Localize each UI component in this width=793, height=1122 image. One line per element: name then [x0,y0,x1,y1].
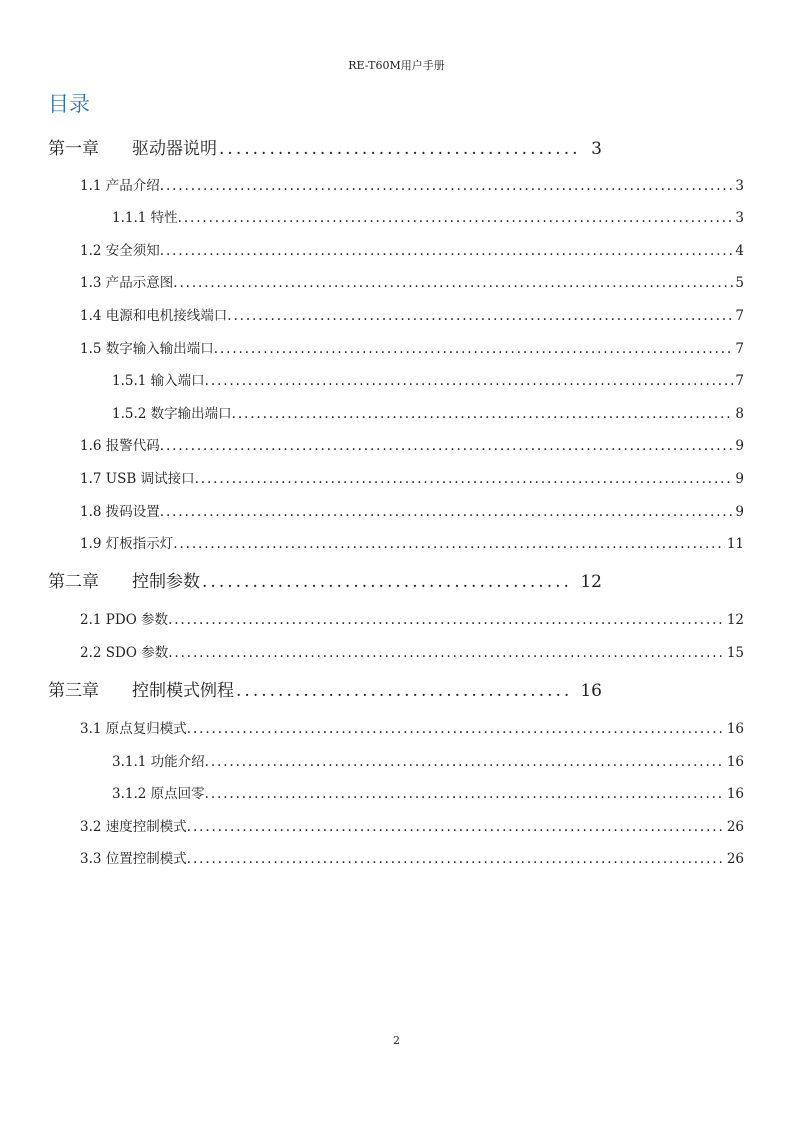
toc-entry-number: 3.1 [80,721,102,737]
toc-entry-text: 数字输出端口 [150,406,232,422]
toc-entry-number: 1.3 [80,275,102,291]
toc-chapter-1[interactable] [48,137,602,161]
toc-entry-1-8[interactable] [80,502,744,522]
toc-entry-label [48,570,200,594]
toc-entry-label [112,752,205,772]
toc-entry-text: 原点回零 [150,786,205,802]
toc-dot-leader [205,371,734,391]
toc-page-number: 16 [726,786,744,802]
page-number: 2 [393,1034,400,1047]
toc-dot-leader [195,469,734,489]
toc-dot-leader [187,719,725,739]
toc-page-number: 8 [735,406,744,422]
toc-page-number: 9 [735,471,744,487]
toc-page-number: 12 [726,612,744,628]
toc-entry-3-1[interactable] [80,719,744,739]
toc-page-number: 3 [735,178,744,194]
toc-entry-text: 输入端口 [150,373,205,389]
toc-entry-label [80,339,214,359]
toc-entry-text: USB 调试接口 [105,471,195,487]
toc-page-number: 5 [735,275,744,291]
toc-entry-text: 产品介绍 [105,178,160,194]
toc-page-number: 3 [735,210,744,226]
toc-entry-label [80,469,195,489]
toc-entry-number: 第三章 [48,681,99,701]
toc-entry-1-6[interactable] [80,436,744,456]
toc-dot-leader [205,752,725,772]
toc-entry-1-2[interactable] [80,241,744,261]
toc-entry-2-2[interactable] [80,643,744,663]
toc-entry-label [112,784,205,804]
toc-page-number: 16 [726,721,744,737]
toc-page-number: 16 [580,681,602,701]
toc-page-number: 7 [735,373,744,389]
toc-dot-leader [205,784,725,804]
toc-dot-leader [168,643,725,663]
toc-entry-text: 报警代码 [105,438,160,454]
toc-dot-leader [227,306,733,326]
toc-entry-label [80,849,187,869]
toc-entry-1-9[interactable] [80,534,744,554]
toc-entry-text: 安全须知 [105,243,160,259]
toc-entry-text: 产品示意图 [105,275,174,291]
toc-entry-label [80,610,168,630]
toc-entry-1-1[interactable] [80,176,744,196]
toc-entry-label [112,404,232,424]
toc-entry-3-3[interactable] [80,849,744,869]
toc-entry-number: 1.7 [80,471,102,487]
toc-dot-leader [187,849,725,869]
toc-entry-text: 功能介绍 [150,754,205,770]
toc-entry-label [48,679,234,703]
toc-entry-1-4[interactable] [80,306,744,326]
toc-dot-leader [160,436,734,456]
toc-entry-number: 第一章 [48,139,99,159]
toc-entry-number: 3.1.1 [112,754,147,770]
toc-entry-1-5-2[interactable] [112,404,744,424]
toc-entry-text: 数字输入输出端口 [105,341,214,357]
toc-entry-text: 灯板指示灯 [105,536,174,552]
toc-dot-leader [160,502,734,522]
page-header: RE-T60M用户手册 [348,59,445,72]
toc-entry-1-7[interactable] [80,469,744,489]
toc-entry-label [112,208,178,228]
toc-page-number: 12 [580,572,602,592]
toc-page-number: 9 [735,438,744,454]
toc-entry-1-1-1[interactable] [112,208,744,228]
toc-entry-label [80,719,187,739]
toc-page-number: 9 [735,504,744,520]
toc-dot-leader [202,570,568,594]
toc-dot-leader [232,404,734,424]
toc-entry-label [80,817,187,837]
toc-entry-label [80,502,160,522]
toc-page-number: 26 [726,851,744,867]
toc-entry-number: 1.1 [80,178,102,194]
toc-dot-leader [160,176,734,196]
toc-entry-text: PDO 参数 [105,612,169,628]
toc-dot-leader [160,241,734,261]
toc-page-number: 11 [726,536,744,552]
toc-entry-text: 驱动器说明 [132,139,217,159]
toc-entry-label [112,371,205,391]
toc-entry-text: 原点复归模式 [105,721,187,737]
toc-entry-number: 1.5.2 [112,406,147,422]
toc-dot-leader [168,610,725,630]
toc-entry-text: 特性 [150,210,178,226]
toc-entry-number: 2.1 [80,612,102,628]
toc-entry-2-1[interactable] [80,610,744,630]
toc-dot-leader [173,273,733,293]
toc-dot-leader [173,534,725,554]
toc-entry-3-1-2[interactable] [112,784,744,804]
toc-entry-label [80,273,173,293]
toc-entry-number: 3.3 [80,851,102,867]
toc-dot-leader [236,679,568,703]
toc-dot-leader [178,208,734,228]
toc-entry-number: 3.1.2 [112,786,147,802]
toc-entry-3-2[interactable] [80,817,744,837]
toc-page-number: 15 [726,645,744,661]
toc-entry-label [48,137,217,161]
toc-entry-text: 控制模式例程 [132,681,234,701]
toc-entry-1-5[interactable] [80,339,744,359]
toc-page-number: 3 [591,139,602,159]
toc-entry-number: 1.5.1 [112,373,147,389]
toc-entry-3-1-1[interactable] [112,752,744,772]
toc-entry-number: 1.6 [80,438,102,454]
toc-page-number: 26 [726,819,744,835]
toc-entry-text: 速度控制模式 [105,819,187,835]
toc-entry-label [80,241,160,261]
toc-page-number: 7 [735,308,744,324]
toc-entry-1-5-1[interactable] [112,371,744,391]
toc-entry-text: 拨码设置 [105,504,160,520]
toc-dot-leader [187,817,725,837]
toc-title: 目录 [48,92,90,116]
toc-entry-text: 位置控制模式 [105,851,187,867]
toc-entry-number: 3.2 [80,819,102,835]
toc-entry-text: 电源和电机接线端口 [105,308,228,324]
toc-entry-label [80,436,160,456]
toc-page-number: 7 [735,341,744,357]
toc-dot-leader [219,137,579,161]
toc-entry-number: 1.9 [80,536,102,552]
toc-page-number: 16 [726,754,744,770]
toc-entry-label [80,306,227,326]
toc-entry-number: 1.4 [80,308,102,324]
toc-entry-label [80,176,160,196]
toc-entry-number: 2.2 [80,645,102,661]
toc-chapter-2[interactable] [48,570,602,594]
toc-entry-label [80,643,168,663]
toc-entry-label [80,534,173,554]
toc-entry-number: 1.2 [80,243,102,259]
toc-entry-text: 控制参数 [132,572,200,592]
toc-entry-number: 1.1.1 [112,210,147,226]
toc-dot-leader [214,339,734,359]
toc-entry-number: 1.8 [80,504,102,520]
toc-entry-1-3[interactable] [80,273,744,293]
toc-chapter-3[interactable] [48,679,602,703]
toc-entry-text: SDO 参数 [105,645,169,661]
toc-entry-number: 1.5 [80,341,102,357]
toc-entry-number: 第二章 [48,572,99,592]
toc-page-number: 4 [735,243,744,259]
